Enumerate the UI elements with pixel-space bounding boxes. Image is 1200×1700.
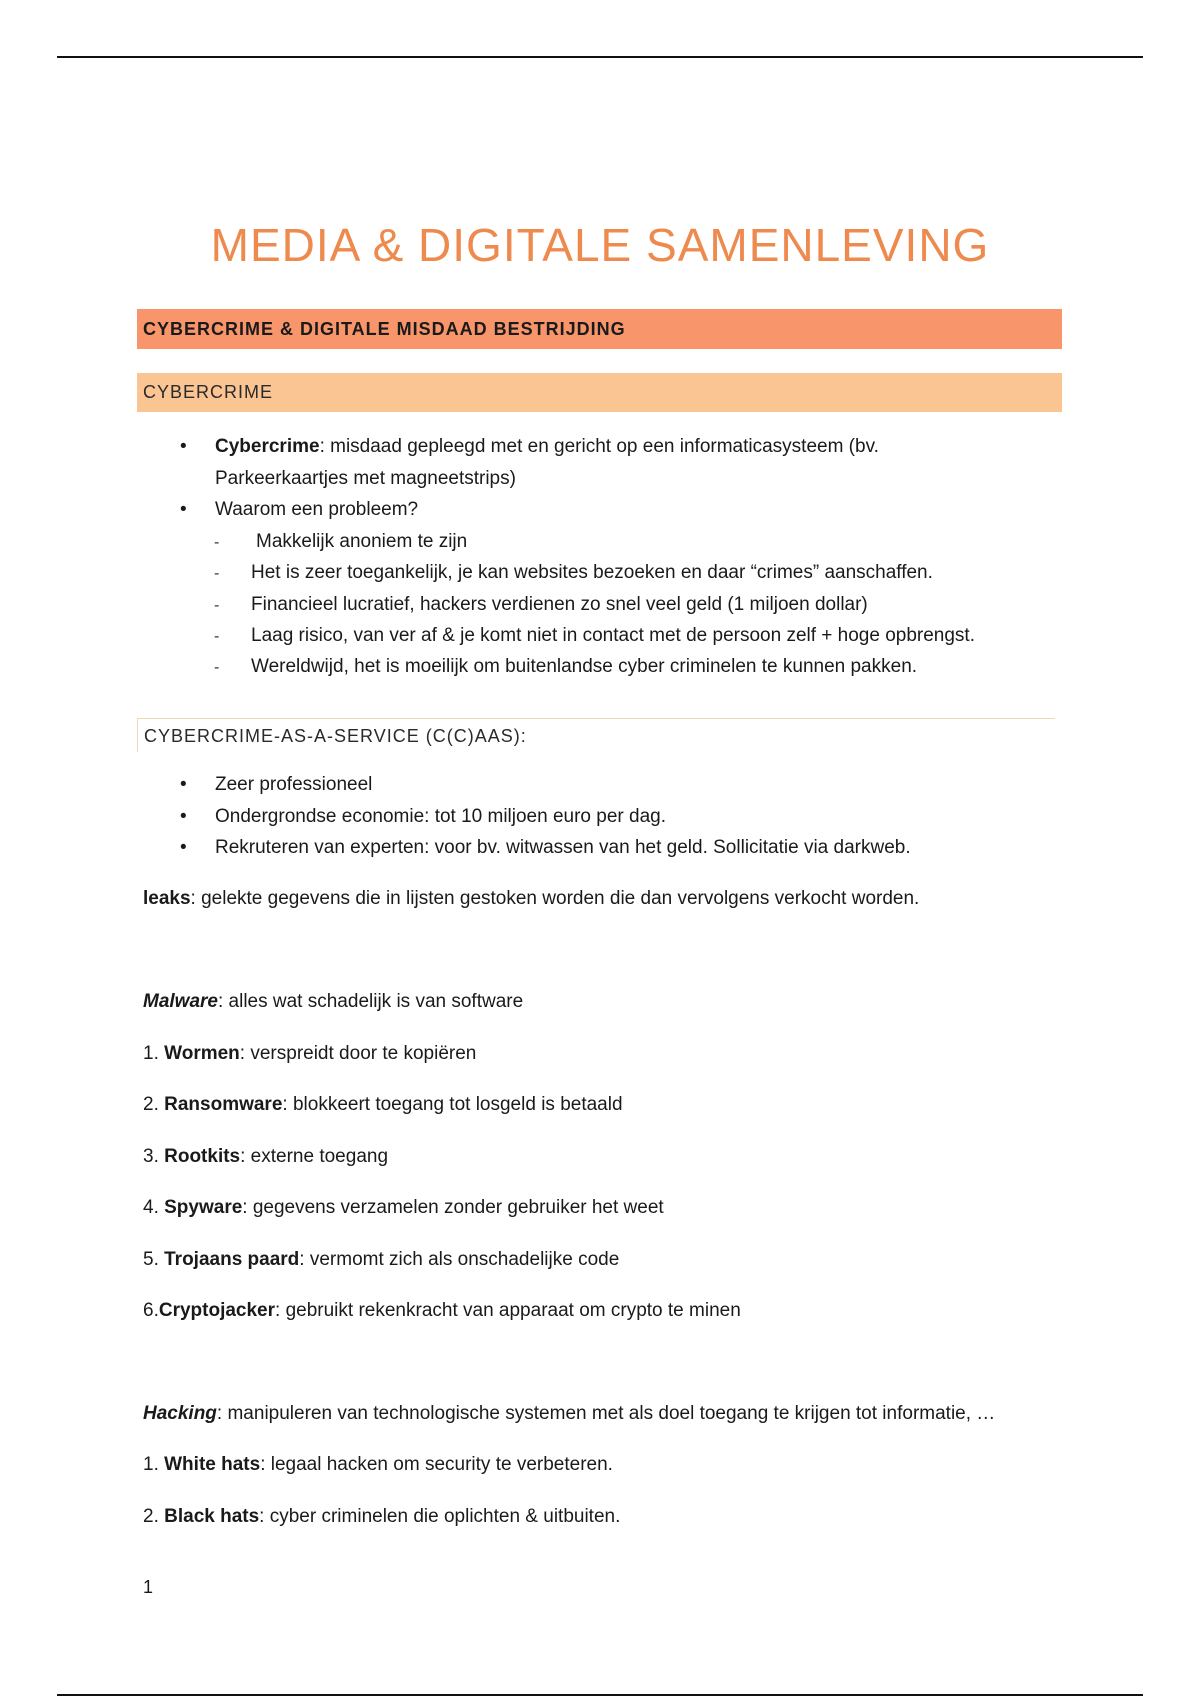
malware-paragraph: Malware: alles wat schadelijk is van software [143,991,524,1012]
malware-item: 3. Rootkits: externe toegang [143,1146,389,1167]
service-bullet: Zeer professioneel [215,774,373,795]
dash-item: Financieel lucratief, hackers verdienen zo snel veel geld (1 miljoen dollar) [251,594,868,615]
malware-item: 1. Wormen: verspreidt door te kopiëren [143,1043,477,1064]
dash-marker: - [214,534,220,551]
dash-item: Makkelijk anoniem te zijn [256,531,468,552]
hacking-item: 2. Black hats: cyber criminelen die oplichten & uitbuiten. [143,1506,621,1527]
bullet-marker: • [180,436,187,457]
dash-item: Het is zeer toegankelijk, je kan websites bezoeken en daar “crimes” aanschaffen. [251,562,933,583]
malware-item: 2. Ransomware: blokkeert toegang tot losgeld is betaald [143,1094,623,1115]
hacking-paragraph: Hacking: manipuleren van technologische systemen met als doel toegang te krijgen tot informatie, … [143,1403,996,1424]
hacking-item: 1. White hats: legaal hacken om security te verbeteren. [143,1454,613,1475]
dash-marker: - [214,597,220,614]
dash-marker: - [214,565,220,582]
malware-item: 5. Trojaans paard: vermomt zich als onschadelijke code [143,1249,620,1270]
page-number: 1 [143,1577,154,1597]
bullet-marker: • [180,806,187,827]
heading-cybercrime-as-a-service: CYBERCRIME-AS-A-SERVICE (C(C)AAS): [137,718,1055,752]
dash-marker: - [214,628,220,645]
bullet-cybercrime-definition: Cybercrime: misdaad gepleegd met en gericht op een informaticasysteem (bv. [215,436,879,457]
service-bullet: Ondergrondse economie: tot 10 miljoen euro per dag. [215,806,666,827]
service-bullet: Rekruteren van experten: voor bv. witwassen van het geld. Sollicitatie via darkweb. [215,837,911,858]
malware-item: 4. Spyware: gegevens verzamelen zonder gebruiker het weet [143,1197,664,1218]
bullet-cybercrime-continuation: Parkeerkaartjes met magneetstrips) [215,468,516,489]
bullet-marker: • [180,837,187,858]
heading-cybercrime-bestrijding: CYBERCRIME & DIGITALE MISDAAD BESTRIJDING [137,309,1062,349]
bullet-marker: • [180,499,187,520]
bullet-marker: • [180,774,187,795]
bullet-waarom-probleem: Waarom een probleem? [215,499,419,520]
dash-item: Laag risico, van ver af & je komt niet in contact met de persoon zelf + hoge opbrengst. [251,625,975,646]
footer-rule [57,1694,1143,1696]
dash-item: Wereldwijd, het is moeilijk om buitenlandse cyber criminelen te kunnen pakken. [251,656,918,677]
leaks-paragraph: leaks: gelekte gegevens die in lijsten gestoken worden die dan vervolgens verkocht worden. [143,888,920,909]
header-rule [57,56,1143,58]
malware-item: 6.Cryptojacker: gebruikt rekenkracht van apparaat om crypto te minen [143,1300,741,1321]
document-title: MEDIA & DIGITALE SAMENLEVING [210,219,990,271]
heading-cybercrime: CYBERCRIME [137,373,1062,412]
dash-marker: - [214,659,220,676]
